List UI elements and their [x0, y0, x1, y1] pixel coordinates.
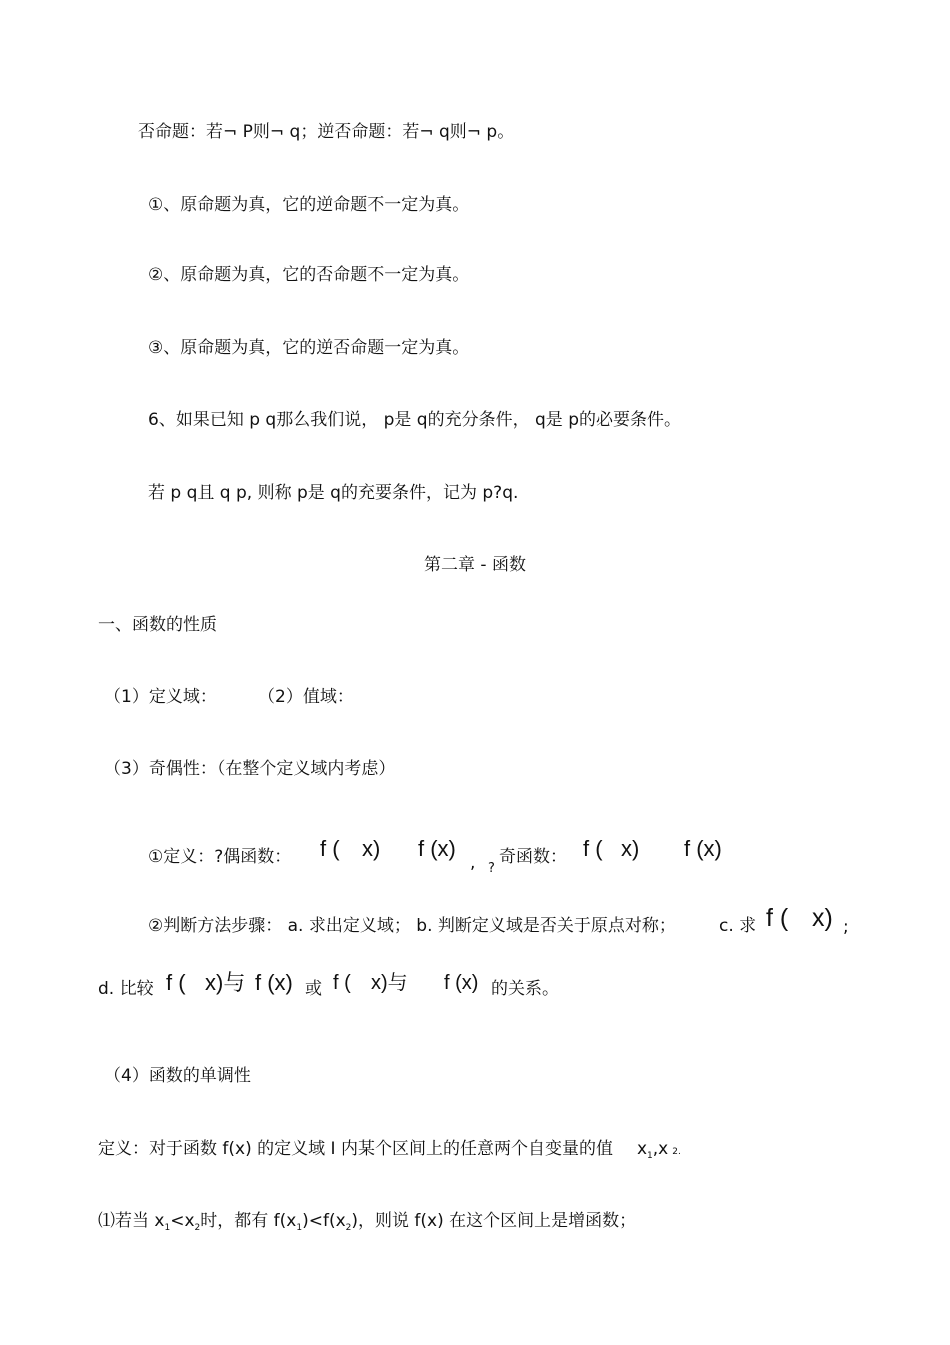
formula-f-x-odd: f (x): [684, 836, 722, 861]
monotonicity-heading: （4）函数的单调性: [104, 1066, 251, 1086]
inc-text-b: <x: [170, 1211, 195, 1231]
step-d-end: 的关系。: [491, 979, 559, 999]
step-d-f2: f (x): [255, 970, 293, 995]
formula-f-x: f (x): [418, 836, 456, 861]
chapter-title: 第二章 - 函数: [424, 555, 526, 575]
even-definition-label: ①定义：?偶函数：: [148, 847, 292, 867]
step-d-or: 或: [305, 979, 322, 999]
step-c-label: c. 求: [719, 916, 757, 936]
formula-x-odd: x): [621, 836, 640, 861]
formula-f-neg: f (: [320, 836, 340, 861]
property-3: ③、原命题为真，它的逆否命题一定为真。: [148, 338, 470, 358]
judgement-steps: ②判断方法步骤： a. 求出定义域； b. 判断定义域是否关于原点对称；: [148, 916, 676, 936]
inc-sub-3: 1: [296, 1223, 303, 1233]
inc-text-a: ⑴若当 x: [98, 1211, 165, 1231]
inc-sub-1: 1: [164, 1223, 171, 1233]
var-x2: ,x: [652, 1139, 669, 1159]
range-label: （2）值域：: [258, 687, 354, 707]
section-heading: 一、函数的性质: [98, 615, 217, 635]
unknown-glyph: ?: [488, 861, 495, 876]
necessary-sufficient-line: 若 p q且 q p, 则称 p是 q的充要条件，记为 p?q.: [148, 483, 519, 503]
subscript-1: 1: [647, 1151, 653, 1161]
sufficient-condition-line: 6、如果已知 p q那么我们说， p是 q的充分条件， q是 p的必要条件。: [148, 410, 681, 430]
inc-sub-2: 2: [194, 1223, 201, 1233]
monotonic-definition: [98, 1138, 681, 1163]
step-d-x3: x)与: [371, 972, 408, 994]
semicolon: ;: [843, 917, 849, 937]
negation-proposition-line: 否命题：若¬ P则¬ q；逆否命题：若¬ q则¬ p。: [138, 122, 515, 142]
step-d-label: d. 比较: [98, 979, 154, 999]
property-2: ②、原命题为真，它的否命题不一定为真。: [148, 265, 470, 285]
parity-heading: （3）奇偶性：（在整个定义域内考虑）: [104, 759, 396, 779]
step-d-f4: f (x): [444, 972, 479, 994]
odd-definition-label: 奇函数：: [499, 847, 567, 867]
increasing-function-line: [98, 1210, 636, 1235]
formula-f-neg-odd: f (: [583, 836, 603, 861]
inc-text-c: 时，都有 f(x: [200, 1211, 297, 1231]
inc-text-d: )<f(x: [302, 1211, 346, 1231]
subscript-2: 2.: [672, 1147, 681, 1157]
step-d-f3: f (: [333, 972, 351, 994]
monotonic-definition-text: 定义：对于函数 f(x) 的定义域 I 内某个区间上的任意两个自变量的值: [98, 1139, 613, 1159]
inc-text-e: )，则说 f(x) 在这个区间上是增函数；: [351, 1211, 637, 1231]
domain-label: （1）定义域：: [104, 687, 217, 707]
var-x: x: [636, 1139, 648, 1159]
step-c-x: x): [812, 904, 833, 932]
step-d-f1: f (: [166, 970, 186, 995]
formula-x: x): [362, 836, 381, 861]
step-d-x1: x)与: [205, 970, 246, 995]
comma: ,: [470, 853, 476, 873]
step-c-f: f (: [766, 904, 789, 932]
property-1: ①、原命题为真，它的逆命题不一定为真。: [148, 195, 470, 215]
inc-sub-4: 2: [345, 1223, 352, 1233]
